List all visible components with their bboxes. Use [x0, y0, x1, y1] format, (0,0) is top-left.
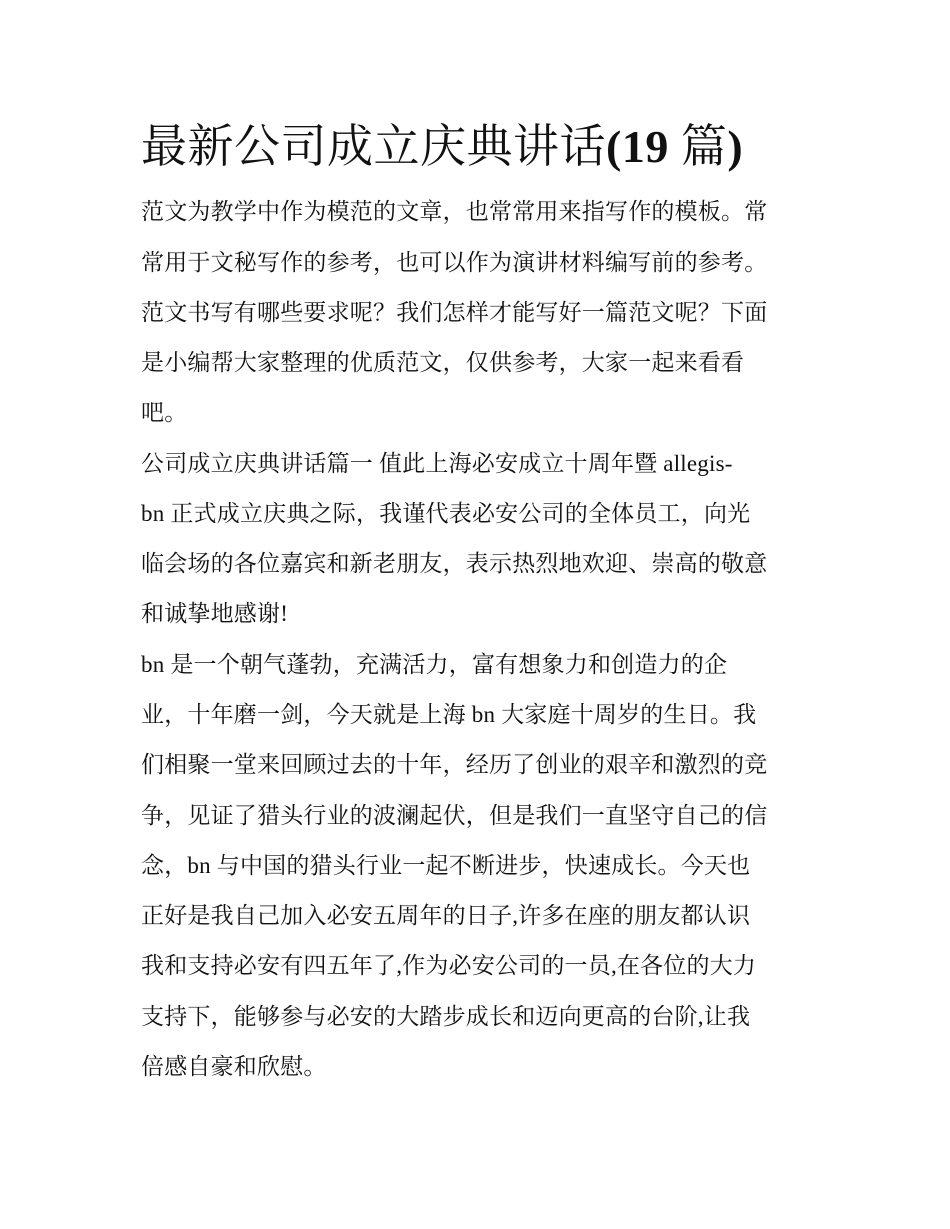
text-line: 支持下，能够参与必安的大踏步成长和迈向更高的台阶,让我 [141, 1004, 751, 1029]
title-count-open: (19 [606, 121, 669, 172]
text-line: 临会场的各位嘉宾和新老朋友，表示热烈地欢迎、崇高的敬意 [141, 551, 768, 576]
text-line: 正好是我自己加入必安五周年的日子,许多在座的朋友都认识 [141, 903, 751, 928]
text-line: 吧。 [141, 400, 188, 425]
text-line: 和诚挚地感谢! [141, 601, 289, 626]
text-line: 范文书写有哪些要求呢？我们怎样才能写好一篇范文呢？下面 [141, 300, 768, 325]
text-line: 念，bn 与中国的猎头行业一起不断进步，快速成长。今天也 [141, 853, 751, 878]
text-line: 倍感自豪和欣慰。 [141, 1054, 327, 1079]
title-count-close: ) [727, 121, 744, 172]
text-line: 是小编帮大家整理的优质范文，仅供参考，大家一起来看看 [141, 350, 745, 375]
text-line: 争，见证了猎头行业的波澜起伏，但是我们一直坚守自己的信 [141, 803, 768, 828]
title-main: 最新公司成立庆典讲话 [141, 121, 606, 172]
text-line: 范文为教学中作为模范的文章，也常常用来指写作的模板。常 [141, 199, 768, 224]
page-title [141, 112, 821, 182]
text-line: 常用于文秘写作的参考，也可以作为演讲材料编写前的参考。 [141, 250, 768, 275]
title-count-unit: 篇 [668, 121, 728, 172]
text-line: 们相聚一堂来回顾过去的十年，经历了创业的艰辛和激烈的竞 [141, 752, 768, 777]
text-line: bn 正式成立庆典之际，我谨代表必安公司的全体员工，向光 [141, 501, 751, 526]
text-line: 公司成立庆典讲话篇一 值此上海必安成立十周年暨 allegis- [141, 451, 733, 476]
text-line: 我和支持必安有四五年了,作为必安公司的一员,在各位的大力 [141, 953, 757, 978]
text-line: 业，十年磨一剑，今天就是上海 bn 大家庭十周岁的生日。我 [141, 702, 757, 727]
text-line: bn 是一个朝气蓬勃，充满活力，富有想象力和创造力的企 [141, 652, 728, 677]
